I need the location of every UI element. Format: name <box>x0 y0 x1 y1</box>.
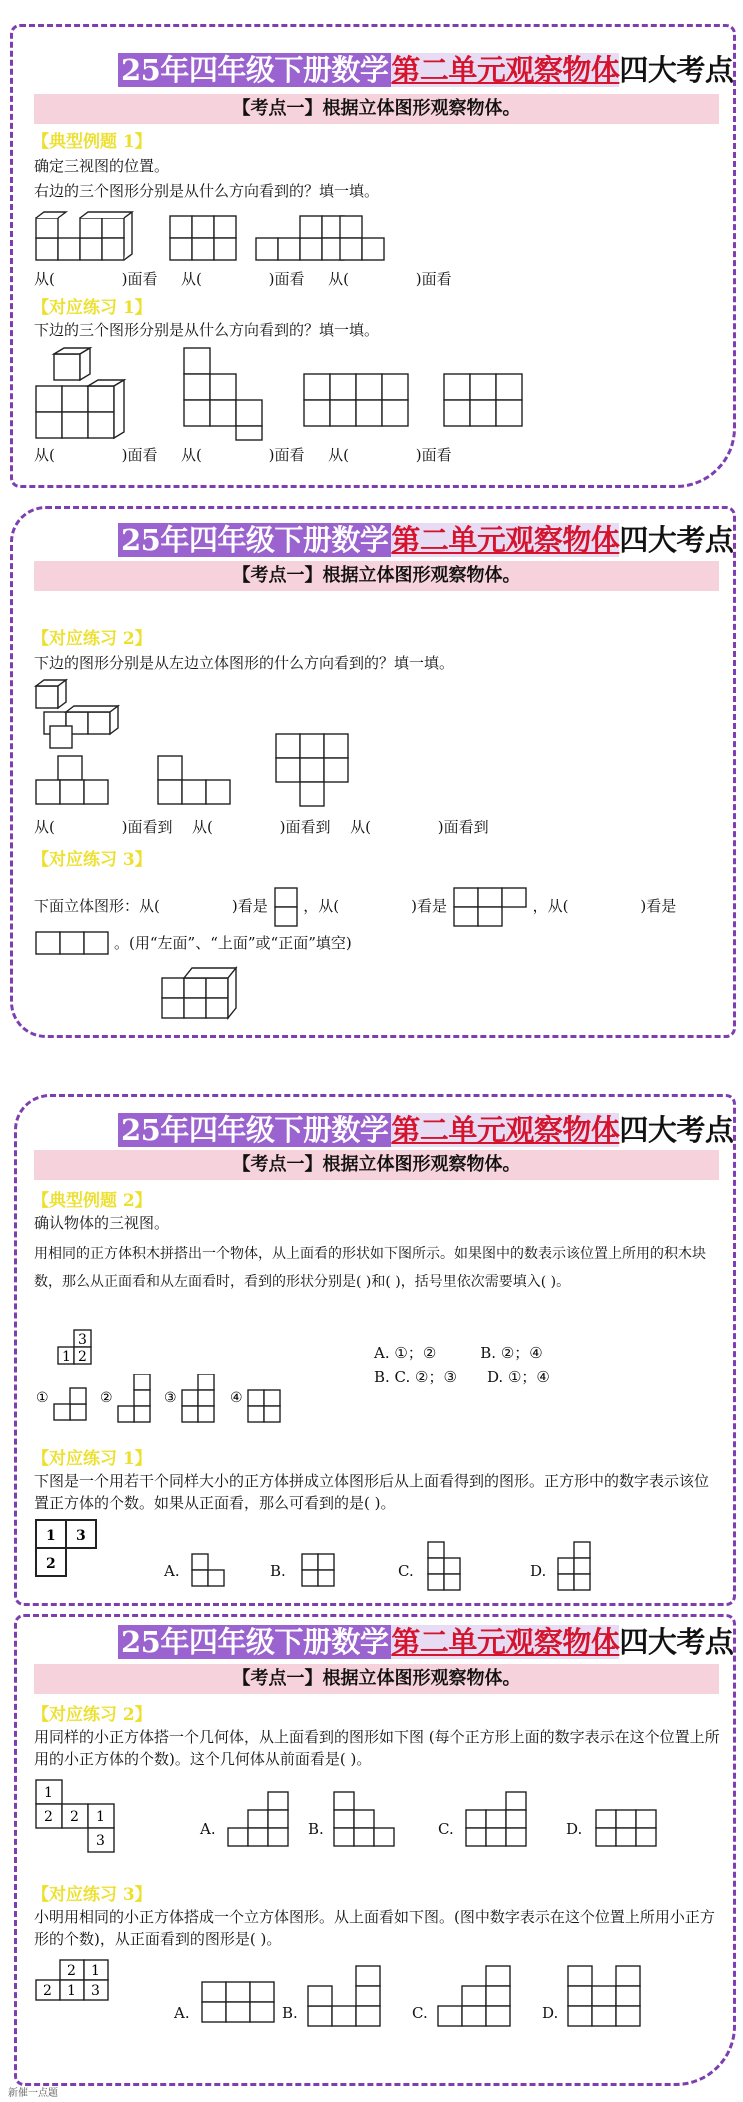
practice2-figures <box>34 676 434 812</box>
cube-solid-figure <box>36 348 124 438</box>
option-figure-b <box>306 1964 386 2034</box>
grid-number: 2 <box>78 1349 87 1365</box>
topic-band: 【考点一】根据立体图形观察物体。 <box>34 1150 719 1180</box>
page-title <box>118 1110 733 1150</box>
option-figure-b <box>332 1790 402 1850</box>
shape-label-2: ② <box>100 1390 113 1406</box>
instruction-line: 下边的图形分别是从左边立体图形的什么方向看到的？填一填。 <box>34 654 455 672</box>
option-label-b[interactable]: B. <box>282 2004 298 2022</box>
view-figure-b <box>256 216 344 260</box>
grid-number: 1 <box>67 1983 76 1999</box>
view-figure-a <box>170 216 236 260</box>
instruction-line: 右边的三个图形分别是从什么方向看到的？填一填。 <box>34 182 380 200</box>
choice-row <box>374 1366 674 1388</box>
option-figure-d <box>556 1540 596 1592</box>
view-figure-b <box>158 756 230 804</box>
blank-close[interactable]: )面看 <box>116 446 158 464</box>
option-figure-a <box>226 1790 296 1850</box>
option-label-a[interactable]: A. <box>164 1562 180 1580</box>
blank-open: 从( <box>181 270 202 288</box>
option-label-d[interactable]: D. <box>542 2004 559 2022</box>
grid-number: 3 <box>91 1983 100 1999</box>
view-figure-c <box>444 374 522 426</box>
grid-number: 1 <box>46 1528 56 1544</box>
choice-c[interactable]: B. C. ②；③ <box>374 1368 457 1386</box>
title-part-3: 四大考点 <box>619 1625 734 1659</box>
blank-open: 从( <box>350 818 371 836</box>
title-part-1: 25年四年级下册数学 <box>118 1625 391 1659</box>
grid-number: 1 <box>44 1785 53 1801</box>
option-label-a[interactable]: A. <box>200 1820 216 1838</box>
title-part-3: 四大考点 <box>619 1113 734 1147</box>
blank-close[interactable]: )面看到 <box>116 818 173 836</box>
blank-close[interactable]: )面看 <box>116 270 158 288</box>
view-figure-c <box>340 216 384 260</box>
grid-number: 2 <box>44 1809 53 1825</box>
option-label-c[interactable]: C. <box>398 1562 414 1580</box>
shape-label-1: ① <box>36 1390 49 1406</box>
choice-b[interactable]: B. ②；④ <box>480 1344 543 1362</box>
instruction-line: 确认物体的三视图。 <box>34 1214 170 1232</box>
title-part-3: 四大考点 <box>619 53 734 87</box>
top-view-grid <box>34 1518 104 1582</box>
page-title <box>118 520 733 560</box>
view-figure-a <box>36 756 108 804</box>
blank-close[interactable]: )面看 <box>263 270 305 288</box>
grid-number: 1 <box>96 1809 105 1825</box>
title-part-1: 25年四年级下册数学 <box>118 53 391 87</box>
title-part-1: 25年四年级下册数学 <box>118 1113 391 1147</box>
grid-number: 2 <box>70 1809 79 1825</box>
practice-label: 【对应练习 3】 <box>32 850 152 870</box>
practice3-line <box>34 886 724 928</box>
footer-watermark: 新催一点题 <box>8 2088 58 2099</box>
cube-solid-figure <box>36 680 118 748</box>
shape-label-3: ③ <box>164 1390 177 1406</box>
option-label-b[interactable]: B. <box>308 1820 324 1838</box>
problem-paragraph: 用同样的小正方体搭一个几何体，从上面看到的图形如下图 (每个正方形上面的数字表示在这个位置上所用的小正方体的个数)。这个几何体从前面看是( )。 <box>34 1728 720 1768</box>
title-part-2: 第二单元观察物体 <box>391 1113 620 1147</box>
side-view-figure <box>273 886 299 928</box>
practice-label: 【对应练习 1】 <box>32 1449 152 1469</box>
title-part-1: 25年四年级下册数学 <box>118 523 391 557</box>
option-shapes <box>34 1374 294 1434</box>
cube-stack-figure <box>36 212 132 260</box>
option-figure-d <box>566 1964 646 2034</box>
title-part-2: 第二单元观察物体 <box>391 523 620 557</box>
view-figure-c <box>276 734 348 806</box>
grid-number: 1 <box>62 1349 71 1365</box>
fill-hint: 。(用“左面”、“上面”或“正面”填空) <box>114 934 352 952</box>
top-view-figure <box>452 886 528 928</box>
option-figure-a <box>190 1552 230 1588</box>
top-view-grid <box>34 1778 124 1858</box>
example-label: 【典型例题 2】 <box>32 1191 152 1211</box>
choice-row <box>374 1342 674 1364</box>
practice-label: 【对应练习 1】 <box>32 298 152 318</box>
problem-paragraph: 下图是一个用若干个同样大小的正方体拼成立体图形后从上面看得到的图形。正方形中的数字表示该位置正方体的个数。如果从正面看，那么可看到的是( )。 <box>34 1472 710 1512</box>
top-view-grid <box>56 1328 96 1370</box>
shape-label-4: ④ <box>230 1390 243 1406</box>
option-figure-a <box>200 1980 280 2026</box>
practice-label: 【对应练习 2】 <box>32 629 152 649</box>
answer-blanks-row <box>34 444 634 466</box>
text-segment: )看是 <box>411 897 447 915</box>
practice1-figures <box>34 346 534 446</box>
blank-close[interactable]: )面看到 <box>274 818 331 836</box>
blank-close[interactable]: )面看到 <box>432 818 489 836</box>
blank-open: 从( <box>34 818 55 836</box>
top-view-grid <box>34 1958 114 2008</box>
option-label-c[interactable]: C. <box>438 1820 454 1838</box>
blank-open: 从( <box>34 446 55 464</box>
topic-band: 【考点一】根据立体图形观察物体。 <box>34 561 719 591</box>
instruction-line: 下边的三个图形分别是从什么方向看到的？填一填。 <box>34 321 380 339</box>
view-figure-b <box>304 374 408 426</box>
problem-paragraph: 用相同的正方体积木拼搭出一个物体，从上面看的形状如下图所示。如果图中的数表示该位置上所用的积木块数，那么从正面看和从左面看时，看到的形状分别是( )和( )，括号里依次需要填入( )。 <box>34 1246 706 1290</box>
text-segment: ，从( <box>532 897 569 915</box>
option-label-d[interactable]: D. <box>530 1562 547 1580</box>
practice-label: 【对应练习 3】 <box>32 1885 152 1905</box>
answer-blanks-row <box>34 268 634 290</box>
grid-number: 3 <box>76 1528 86 1544</box>
title-part-3: 四大考点 <box>619 523 734 557</box>
blank-open: 从( <box>34 270 55 288</box>
topic-band: 【考点一】根据立体图形观察物体。 <box>34 1664 719 1694</box>
topic-band: 【考点一】根据立体图形观察物体。 <box>34 94 719 124</box>
blank-open: 从( <box>181 446 202 464</box>
text-segment: )看是 <box>640 897 677 915</box>
page-title <box>118 50 733 90</box>
page-title <box>118 1622 733 1662</box>
grid-number: 3 <box>78 1332 87 1348</box>
grid-number: 2 <box>67 1963 76 1979</box>
option-figure-c <box>436 1964 516 2034</box>
view-figure-a <box>184 348 262 440</box>
option-label-d[interactable]: D. <box>566 1820 583 1838</box>
grid-number: 3 <box>96 1833 105 1849</box>
text-segment: 下面立体图形：从( <box>34 897 160 915</box>
option-figure-c <box>464 1790 534 1850</box>
front-view-figure <box>34 930 114 956</box>
title-part-2: 第二单元观察物体 <box>391 1625 620 1659</box>
example1-figures <box>34 210 474 266</box>
option-figure-d <box>594 1790 664 1850</box>
practice-label: 【对应练习 2】 <box>32 1705 152 1725</box>
blank-open: 从( <box>192 818 213 836</box>
option-label-c[interactable]: C. <box>412 2004 428 2022</box>
grid-number: 2 <box>43 1983 52 1999</box>
problem-paragraph: 小明用相同的小正方体搭成一个立方体图形。从上面看如下图。(图中数字表示在这个位置上所用小正方形的个数)，从正面看到的图形是( )。 <box>34 1908 715 1948</box>
blank-close[interactable]: )面看 <box>263 446 305 464</box>
blank-open: 从( <box>328 446 349 464</box>
answer-blanks-row <box>34 816 634 838</box>
cube-solid-figure <box>160 962 260 1022</box>
option-label-b[interactable]: B. <box>270 1562 286 1580</box>
option-figure-b <box>300 1552 340 1588</box>
blank-close[interactable]: )面看 <box>410 446 452 464</box>
title-part-2: 第二单元观察物体 <box>391 53 620 87</box>
grid-number: 2 <box>46 1556 56 1572</box>
text-segment: ，从( <box>303 897 340 915</box>
choice-d[interactable]: D. ①；④ <box>486 1368 550 1386</box>
option-figure-c <box>426 1540 466 1592</box>
text-segment: )看是 <box>231 897 268 915</box>
choice-a[interactable]: A. ①；② <box>374 1344 437 1362</box>
instruction-line: 确定三视图的位置。 <box>34 157 170 175</box>
example-label: 【典型例题 1】 <box>32 132 152 152</box>
grid-number: 1 <box>91 1963 100 1979</box>
blank-close[interactable]: )面看 <box>410 270 452 288</box>
option-label-a[interactable]: A. <box>174 2004 190 2022</box>
blank-open: 从( <box>328 270 349 288</box>
